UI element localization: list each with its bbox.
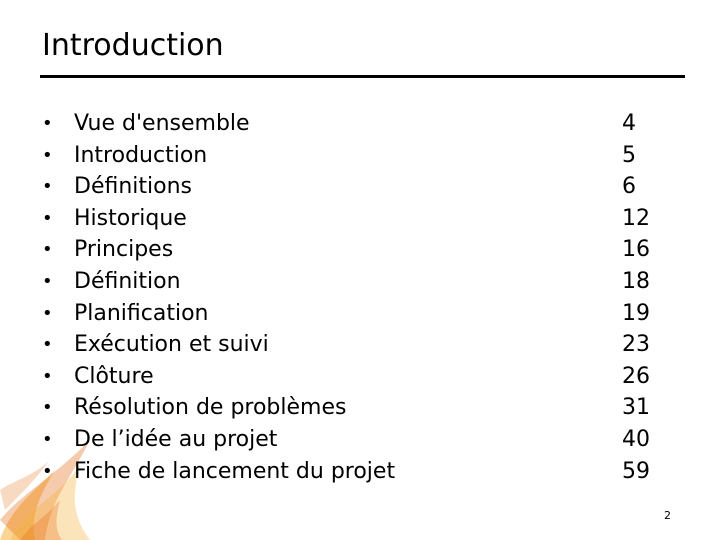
toc-entry (42, 298, 682, 330)
toc-entry-label: Introduction (74, 142, 208, 168)
toc-entry-page: 31 (622, 395, 650, 421)
bullet-icon: • (42, 365, 53, 387)
toc-entry-label: Fiche de lancement du projet (74, 458, 396, 484)
bullet-icon: • (42, 176, 53, 198)
bullet-icon: • (42, 397, 53, 419)
toc-entry-page: 23 (622, 332, 650, 358)
toc-entry-page: 26 (622, 363, 650, 389)
toc-entry (42, 140, 682, 172)
toc-entry (42, 203, 682, 235)
toc-entry-label: Résolution de problèmes (74, 395, 347, 421)
toc-entry-label: Principes (74, 237, 174, 263)
bullet-icon: • (42, 428, 53, 450)
toc-entry (42, 108, 682, 140)
bullet-icon: • (42, 460, 53, 482)
toc-entry-label: Exécution et suivi (74, 332, 269, 358)
bullet-icon: • (42, 334, 53, 356)
toc-entry (42, 329, 682, 361)
toc-entry-page: 12 (622, 205, 650, 231)
toc-entry-page: 40 (622, 426, 650, 452)
toc-entry-page: 5 (622, 142, 636, 168)
toc-entry-page: 18 (622, 268, 650, 294)
toc-entry-label: Vue d'ensemble (74, 111, 250, 136)
bullet-icon: • (42, 270, 53, 292)
page-number: 2 (664, 509, 671, 522)
toc-entry (42, 234, 682, 266)
slide-title: Introduction (42, 28, 224, 63)
bullet-icon: • (42, 144, 53, 166)
toc-entry-page: 6 (622, 174, 636, 200)
toc-entry-page: 59 (622, 458, 650, 484)
toc-entry (42, 171, 682, 203)
toc-entry-label: De l’idée au projet (74, 426, 278, 452)
table-of-contents (42, 108, 682, 487)
toc-entry-label: Planification (74, 300, 209, 326)
bullet-icon: • (42, 302, 53, 324)
bullet-icon: • (42, 113, 53, 134)
toc-entry (42, 266, 682, 298)
toc-entry-label: Définition (74, 268, 181, 294)
toc-entry (42, 392, 682, 424)
bullet-icon: • (42, 207, 53, 229)
toc-entry-page: 19 (622, 300, 650, 326)
toc-entry-page: 16 (622, 237, 650, 263)
toc-entry-label: Clôture (74, 363, 154, 389)
toc-entry (42, 424, 682, 456)
bullet-icon: • (42, 239, 53, 261)
toc-entry-label: Historique (74, 205, 187, 231)
toc-entry-page: 4 (622, 111, 636, 136)
toc-entry (42, 456, 682, 488)
toc-entry-label: Définitions (74, 174, 192, 200)
title-divider (40, 75, 685, 78)
toc-entry (42, 361, 682, 393)
